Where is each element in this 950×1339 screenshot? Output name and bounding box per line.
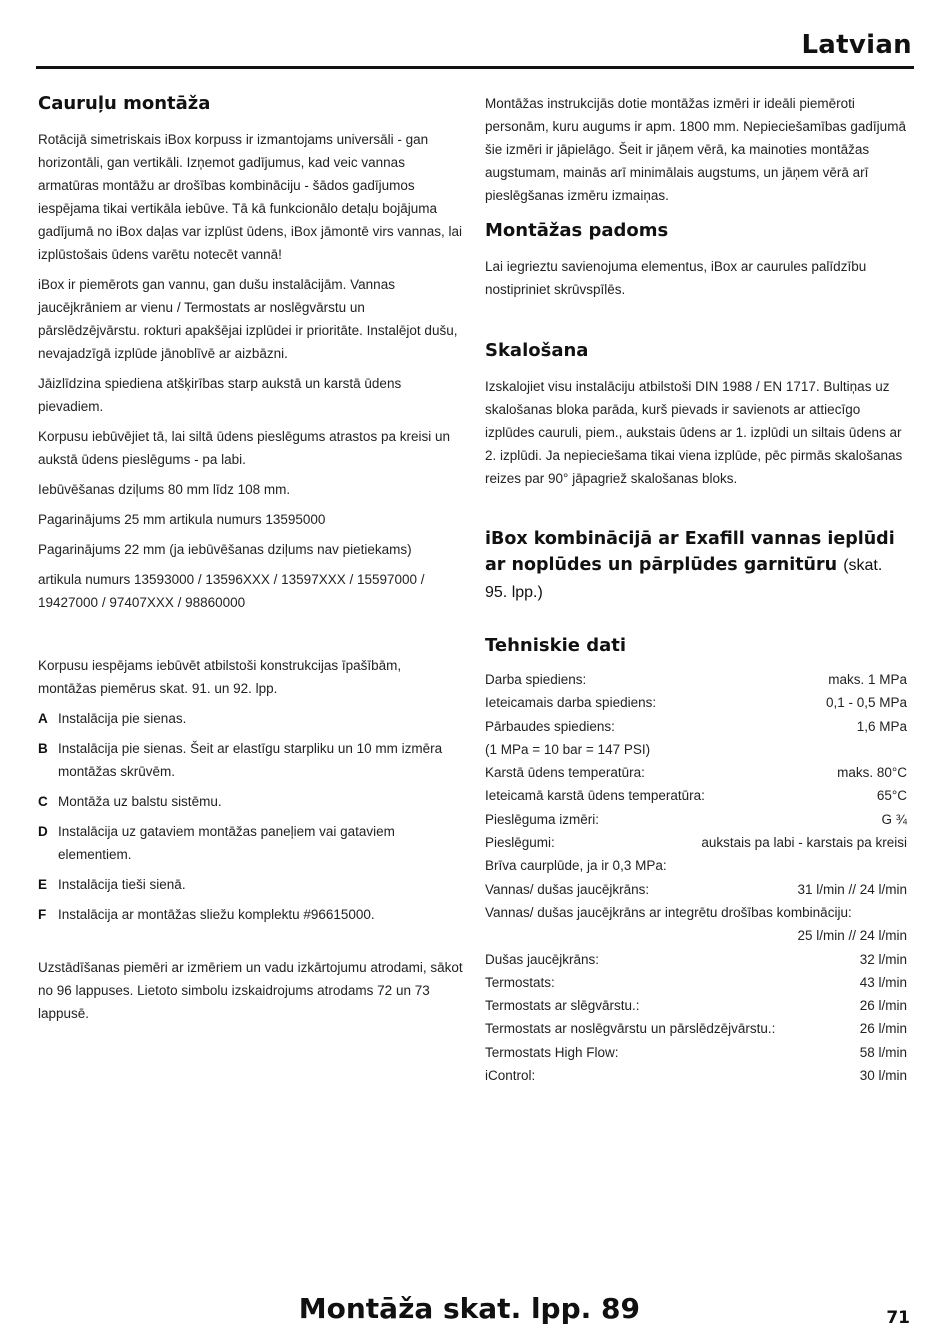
spec-row [485,994,907,1017]
right-column [485,92,907,1087]
tips-paragraph: Lai iegrieztu savienojuma elementus, iBox ar caurules palīdzību nostipriniet skrūvspīlēs. [485,259,867,297]
item-text: Instalācija tieši sienā. [58,877,186,892]
montage-item [38,873,463,896]
item-letter: F [38,907,47,922]
spec-label: Ieteicamā karstā ūdens temperatūra: [485,788,705,804]
spec-row [485,971,907,994]
spec-row [485,878,907,901]
spec-row [485,808,907,831]
spec-row [485,1017,907,1040]
spec-label: Karstā ūdens temperatūra: [485,765,645,781]
spec-label: Pieslēguma izmēri: [485,811,600,827]
spec-row [485,1041,907,1064]
paragraph: iBox ir piemērots gan vannu, gan dušu instalācijām. Vannas jaucējkrāniem ar vienu / Termostats ar noslēgvārstu un pārslēdzējvārstu. rokturi apakšējai izplūdei ir prioritāte. Instalējot dušu, nevajadzīgā izplūde jānoblīvē ar aizbāzni. [38,277,458,361]
spec-subheading: Brīva caurplūde, ja ir 0,3 MPa: [485,858,667,874]
item-text: Montāža uz balstu sistēmu. [58,794,222,809]
spec-value: 1,6 MPa [856,718,907,734]
section-title-pipe-installation: Cauruļu montāža [38,93,211,114]
combo-page-reference: (skat. 95. lpp.) [485,557,883,601]
page-number: 71 [886,1308,910,1328]
montage-item [38,737,463,783]
page-language-title: Latvian [801,30,912,60]
item-letter: C [38,794,48,809]
spec-value: 26 l/min [859,1021,907,1037]
spec-value: 43 l/min [859,974,907,990]
spec-value: 25 l/min // 24 l/min [797,928,907,944]
spec-value: 32 l/min [859,951,907,967]
item-letter: D [38,824,48,839]
section-title-technical-data: Tehniskie dati [485,635,627,656]
section-title-flushing: Skalošana [485,340,589,361]
spec-label: Vannas/ dušas jaucējkrāns: [485,881,650,897]
item-text: Instalācija pie sienas. [58,711,187,726]
spec-value: 26 l/min [859,998,907,1014]
item-letter: A [38,711,48,726]
item-text: Instalācija uz gataviem montāžas paneļiem vai gataviem elementiem. [58,824,395,862]
paragraph: artikula numurs 13593000 / 13596XXX / 13597XXX / 15597000 / 19427000 / 97407XXX / 98860000 [38,572,425,610]
spec-value: 65°C [876,788,907,804]
paragraph: Iebūvēšanas dziļums 80 mm līdz 108 mm. [38,482,291,497]
spec-label: Darba spiediens: [485,672,587,687]
spec-note: (1 MPa = 10 bar = 147 PSI) [485,741,651,757]
spec-value: aukstais pa labi - karstais pa kreisi [701,835,907,851]
footer-installation-reference: Montāža skat. lpp. 89 [298,1292,640,1325]
spec-row [485,691,907,714]
combo-title: iBox kombinācijā ar Exafill vannas ieplūdi ar noplūdes un pārplūdes garnitūru [485,529,895,575]
spec-value: 30 l/min [859,1068,907,1084]
closing-paragraph: Uzstādīšanas piemēri ar izmēriem un vadu izkārtojumu atrodami, sākot no 96 lappuses. Lietoto simbolu izskaidrojums atrodams 72 un 73 lappusē. [38,960,463,1021]
item-letter: B [38,741,48,756]
spec-label: Pārbaudes spiediens: [485,718,615,734]
paragraph: Pagarinājums 22 mm (ja iebūvēšanas dziļums nav pietiekams) [38,542,412,557]
technical-data-table [485,668,907,1087]
montage-item [38,820,463,866]
spec-label: iControl: [485,1068,536,1084]
paragraph: Rotācijā simetriskais iBox korpuss ir izmantojams universāli - gan horizontāli, gan vertikāli. Izņemot gadījumus, kad veic vannas armatūras montāžu ar drošības kombināciju - šādos gadījumos iespējama tikai vertikāla iebūve. Tā kā funkcionālo detaļu bojājuma gadījumā no iBox daļas var izplūst ūdens, iBox jāmontē virs vannas, lai izplūstošais ūdens varētu notecēt vannā! [38,132,462,262]
spec-label: Ieteicamais darba spiediens: [485,695,657,711]
spec-label-wrapped: Vannas/ dušas jaucējkrāns ar integrētu drošības kombināciju: [485,904,852,920]
spec-row [485,668,907,691]
spec-label: Termostats: [485,974,555,990]
combo-heading [485,526,907,606]
spec-row [485,761,907,784]
section-title-tips: Montāžas padoms [485,220,669,241]
spec-value: 31 l/min // 24 l/min [797,881,907,897]
spec-value: maks. 1 MPa [828,672,907,687]
spec-row [485,948,907,971]
spec-label: Termostats ar noslēgvārstu un pārslēdzējvārstu.: [485,1021,776,1037]
item-text: Instalācija ar montāžas sliežu komplektu #96615000. [58,907,375,922]
spec-label: Dušas jaucējkrāns: [485,951,600,967]
spec-row [485,715,907,738]
spec-row [485,1064,907,1087]
paragraph: Jāizlīdzina spiediena atšķirības starp aukstā un karstā ūdens pievadiem. [38,376,402,414]
intro-paragraph: Montāžas instrukcijās dotie montāžas izmēri ir ideāli piemēroti personām, kuru augums ir apm. 1800 mm. Nepieciešamības gadījumā šie izmēri ir jāpielāgo. Šeit ir jāņem vērā, ka mainoties montāžas augstumam, mainās arī minimālais augstums, un jāņem vērā arī pieslēgšanas izmēru izmaiņas. [485,96,906,203]
montage-item [38,707,463,730]
paragraph: Pagarinājums 25 mm artikula numurs 13595000 [38,512,326,527]
spec-value: G ¾ [881,811,907,827]
spec-value: 0,1 - 0,5 MPa [825,695,907,711]
montage-intro: Korpusu iespējams iebūvēt atbilstoši konstrukcijas īpašībām, montāžas piemērus skat. 91. un 92. lpp. [38,658,402,696]
flushing-paragraph: Izskalojiet visu instalāciju atbilstoši DIN 1988 / EN 1717. Bultiņas uz skalošanas bloka parāda, kurš pievads ir savienots ar attiecīgo izplūdes cauruli, piem., aukstais ūdens ar 1. izplūdi un siltais ūdens ar 2. izplūdi. Ja nepieciešama tikai viena izplūde, pēc pirmās skalošanas reizes par 90° jāpagriež skalošanas bloks. [485,379,903,486]
spec-label: Pieslēgumi: [485,835,555,851]
spec-label: Termostats ar slēgvārstu.: [485,998,640,1014]
montage-item [38,790,463,813]
item-text: Instalācija pie sienas. Šeit ar elastīgu starpliku un 10 mm izmēra montāžas skrūvēm. [58,741,443,779]
item-letter: E [38,877,48,892]
spec-value: 58 l/min [859,1044,907,1060]
paragraph: Korpusu iebūvējiet tā, lai siltā ūdens pieslēgums atrastos pa kreisi un aukstā ūdens pieslēgums - pa labi. [38,429,450,467]
spec-row [485,784,907,807]
spec-label: Termostats High Flow: [485,1044,619,1060]
left-column [38,92,463,1032]
spec-row [485,831,907,854]
montage-item [38,903,463,926]
spec-value: maks. 80°C [837,765,907,781]
header-rule [36,66,914,69]
